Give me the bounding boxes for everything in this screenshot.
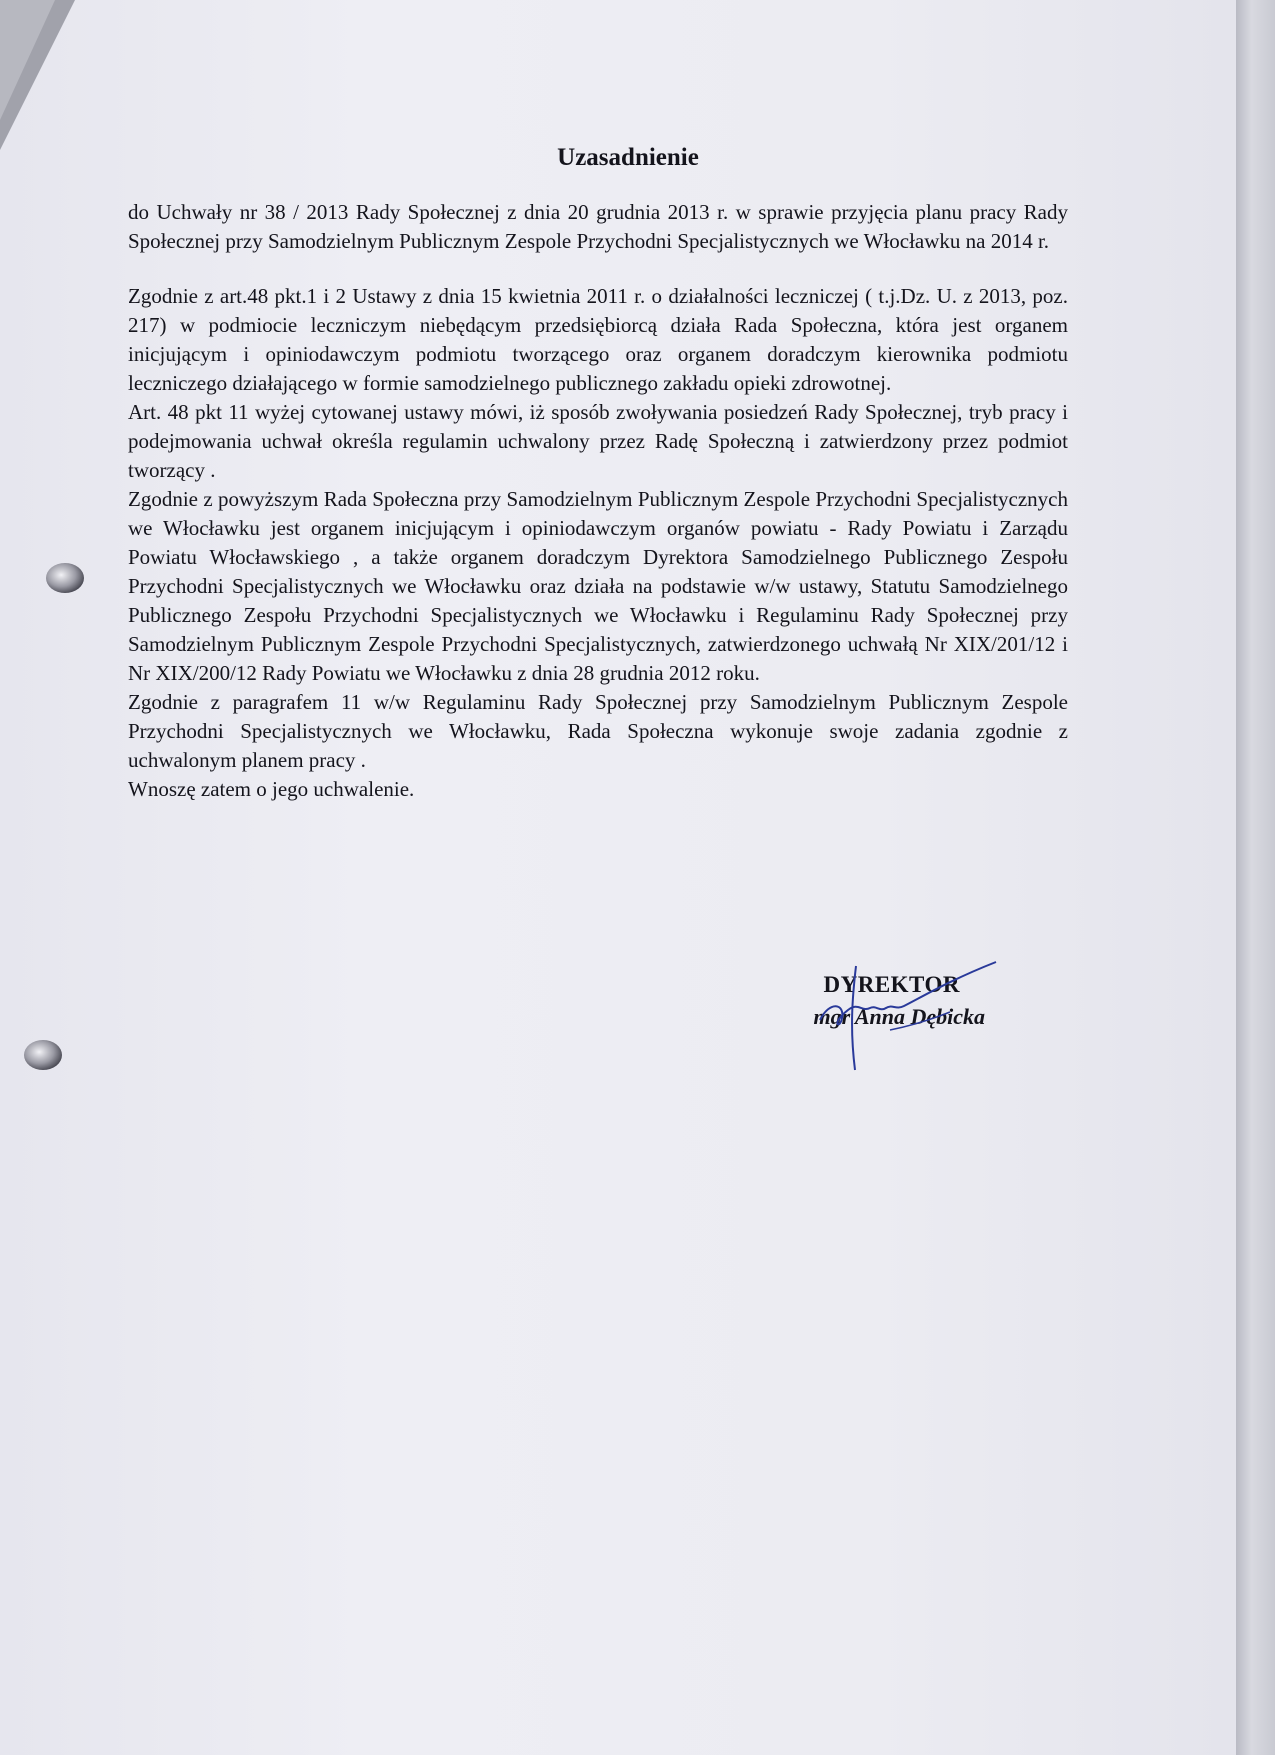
body-paragraph: Art. 48 pkt 11 wyżej cytowanej ustawy mówi, iż sposób zwoływania posiedzeń Rady Społecznej, tryb pracy i podejmowania uchwał określa regulamin uchwalony przez Radę Społeczną i zatwierdzony przez podmiot tworzący . [128, 400, 1068, 482]
signature-title: DYREKTOR [823, 972, 960, 997]
body-paragraph: Zgodnie z paragrafem 11 w/w Regulaminu Rady Społecznej przy Samodzielnym Publicznym Zespole Przychodni Specjalistycznych we Włocławku, Rada Społeczna wykonuje swoje zadania zgodnie z uchwalonym planem pracy . [128, 690, 1068, 772]
punch-hole [46, 563, 84, 593]
signature-name: mgr Anna Dębicka [813, 1004, 985, 1029]
punch-hole [24, 1040, 62, 1070]
document-title: Uzasadnienie [557, 144, 699, 171]
closing-sentence: Wnoszę zatem o jego uchwalenie. [128, 777, 415, 801]
body-paragraph: Zgodnie z art.48 pkt.1 i 2 Ustawy z dnia 15 kwietnia 2011 r. o działalności leczniczej ( t.j.Dz. U. z 2013, poz. 217) w podmiocie leczniczym niebędącym przedsiębiorcą działa Rada Społeczna, która jest organem inicjującym i opiniodawczym podmiotu tworzącego oraz organem doradczym kierownika podmiotu leczniczego działającego w formie samodzielnego publicznego zakładu opieki zdrowotnej. [128, 284, 1068, 395]
handwritten-signature [800, 960, 1000, 1080]
document-body [128, 144, 1068, 804]
folded-corner-flap [0, 0, 55, 120]
scanner-edge [1236, 0, 1275, 1755]
intro-paragraph: do Uchwały nr 38 / 2013 Rady Społecznej z dnia 20 grudnia 2013 r. w sprawie przyjęcia planu pracy Rady Społecznej przy Samodzielnym Publicznym Zespole Przychodni Specjalistycznych we Włocławku na 2014 r. [128, 200, 1068, 253]
body-paragraph: Zgodnie z powyższym Rada Społeczna przy Samodzielnym Publicznym Zespole Przychodni Specjalistycznych we Włocławku jest organem inicjującym i opiniodawczym organów powiatu - Rady Powiatu i Zarządu Powiatu Włocławskiego , a także organem doradczym Dyrektora Samodzielnego Publicznego Zespołu Przychodni Specjalistycznych we Włocławku oraz działa na podstawie w/w ustawy, Statutu Samodzielnego Publicznego Zespołu Przychodni Specjalistycznych we Włocławku i Regulaminu Rady Społecznej przy Samodzielnym Publicznym Zespole Przychodni Specjalistycznych, zatwierdzonego uchwałą Nr XIX/201/12 i Nr XIX/200/12 Rady Powiatu we Włocławku z dnia 28 grudnia 2012 roku. [128, 487, 1068, 685]
